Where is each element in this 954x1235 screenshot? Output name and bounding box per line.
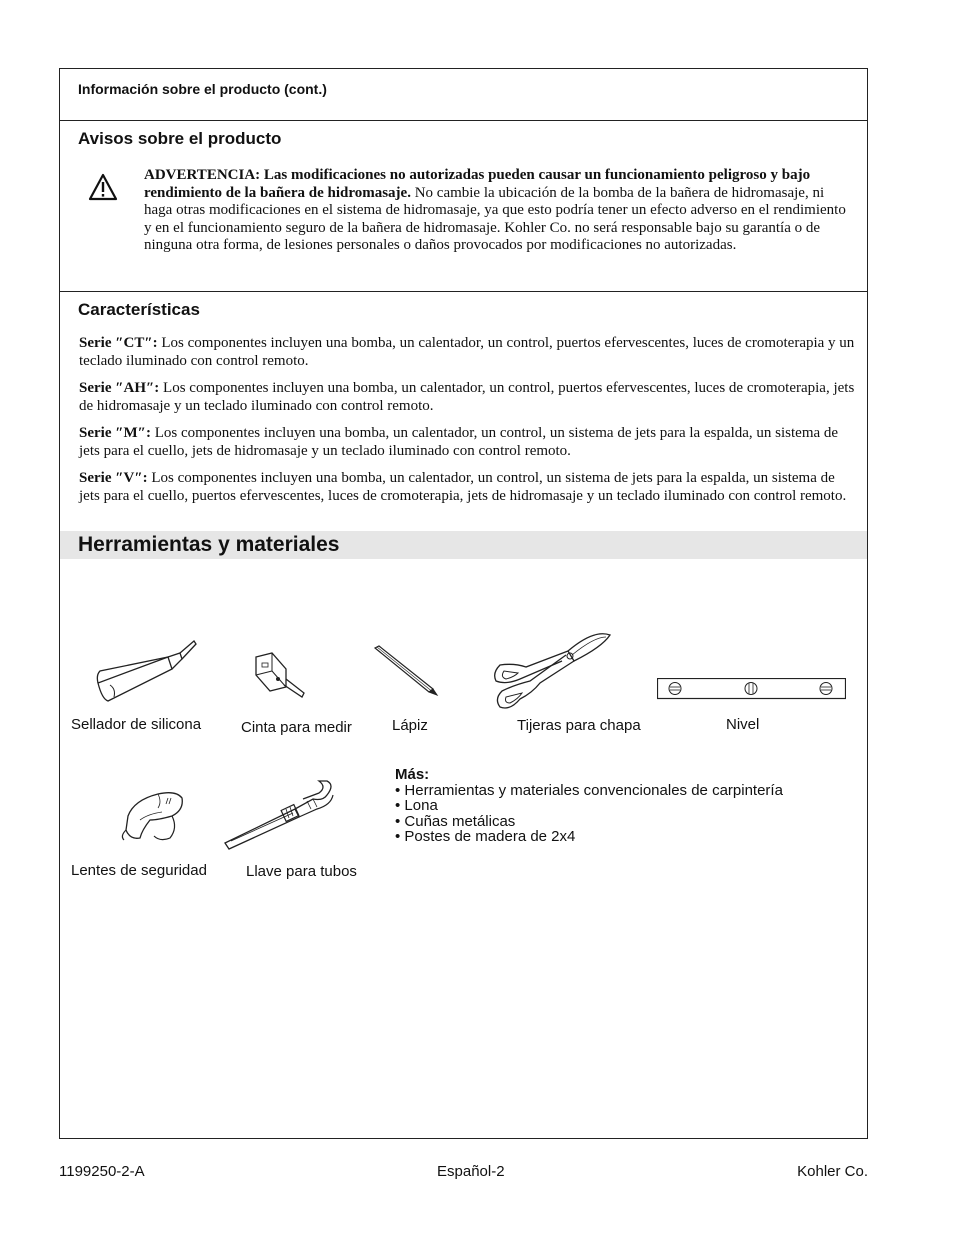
feature-text: Los componentes incluyen una bomba, un calentador, un control, un sistema de jets para la espalda, un sistema de jets para el cuello, jets de hidromasaje y un teclado iluminado con control remoto. [79,425,839,459]
warning-paragraph [144,167,854,255]
tool-label-safety-glasses: Lentes de seguridad [71,862,207,879]
tools-banner [60,531,867,559]
safety-glasses-icon [118,786,186,844]
feature-item [79,425,859,460]
warning-triangle-icon [88,173,118,201]
tool-label-tape: Cinta para medir [241,719,352,736]
tin-snips-icon [490,627,614,715]
warning-body-text: No cambie la ubicación de la bomba de la bañera de hidromasaje, ni haga otras modificaciones en el sistema de hidromasaje, ya que esto podría tener un efecto adverso en el rendimiento y en el funcionamiento seguro de la bañera de hidromasaje. Kohler Co. no será responsable bajo su garantía o de ninguna otra forma, de lesiones personales o daños provocados por modificaciones no autorizadas. [144,184,846,253]
tool-label-pipe-wrench: Llave para tubos [246,863,357,880]
more-materials-title: Más: [395,766,430,783]
tool-label-level: Nivel [726,716,760,733]
feature-item [79,380,859,415]
feature-label: Serie ″V″: [79,470,148,486]
tool-label-pencil: Lápiz [392,717,428,734]
feature-label: Serie ″AH″: [79,380,160,396]
pencil-icon [373,645,439,697]
footer-doc-number: 1199250-2-A [59,1163,145,1180]
level-icon [657,678,846,700]
section-divider [60,291,867,292]
tools-heading: Herramientas y materiales [78,533,340,556]
feature-text: Los componentes incluyen una bomba, un calentador, un control, puertos efervescentes, luces de cromoterapia y un teclado iluminado con control remoto. [79,335,855,369]
pipe-wrench-icon [223,779,341,851]
feature-label: Serie ″CT″: [79,335,158,351]
more-materials-item: • Lona [395,797,438,814]
more-materials-item: • Postes de madera de 2x4 [395,828,576,845]
feature-text: Los componentes incluyen una bomba, un calentador, un control, puertos efervescentes, luces de cromoterapia, jets de hidromasaje y un teclado iluminado con control remoto. [79,380,855,414]
feature-item [79,335,859,370]
feature-text: Los componentes incluyen una bomba, un calentador, un control, un sistema de jets para la espalda, un sistema de jets para el cuello, puertos efervescentes, luces de cromoterapia, jets de hidromasaje y un teclado iluminado con control remoto. [79,470,847,504]
silicone-sealant-icon [94,635,200,707]
more-materials-item: • Cuñas metálicas [395,812,516,830]
section-header-title: Información sobre el producto (cont.) [78,81,327,97]
tool-label-silicone: Sellador de silicona [71,716,202,733]
more-materials-item: • Herramientas y materiales convencionales de carpintería [395,781,783,799]
section-header [60,69,867,121]
warning-bold-text: ADVERTENCIA: Las modificaciones no autorizadas pueden causar un funcionamiento peligroso y bajo rendimiento de la bañera de hidromasaje. [144,167,811,201]
footer-company: Kohler Co. [797,1163,868,1180]
feature-item [79,470,859,505]
more-materials-list [395,767,783,845]
footer-page-number: Español-2 [437,1163,505,1180]
tool-label-tin-snips: Tijeras para chapa [517,717,641,734]
feature-label: Serie ″M″: [79,425,151,441]
content-frame [59,68,868,1139]
features-heading: Características [78,300,200,319]
notices-heading: Avisos sobre el producto [78,129,282,148]
tape-measure-icon [250,649,310,701]
